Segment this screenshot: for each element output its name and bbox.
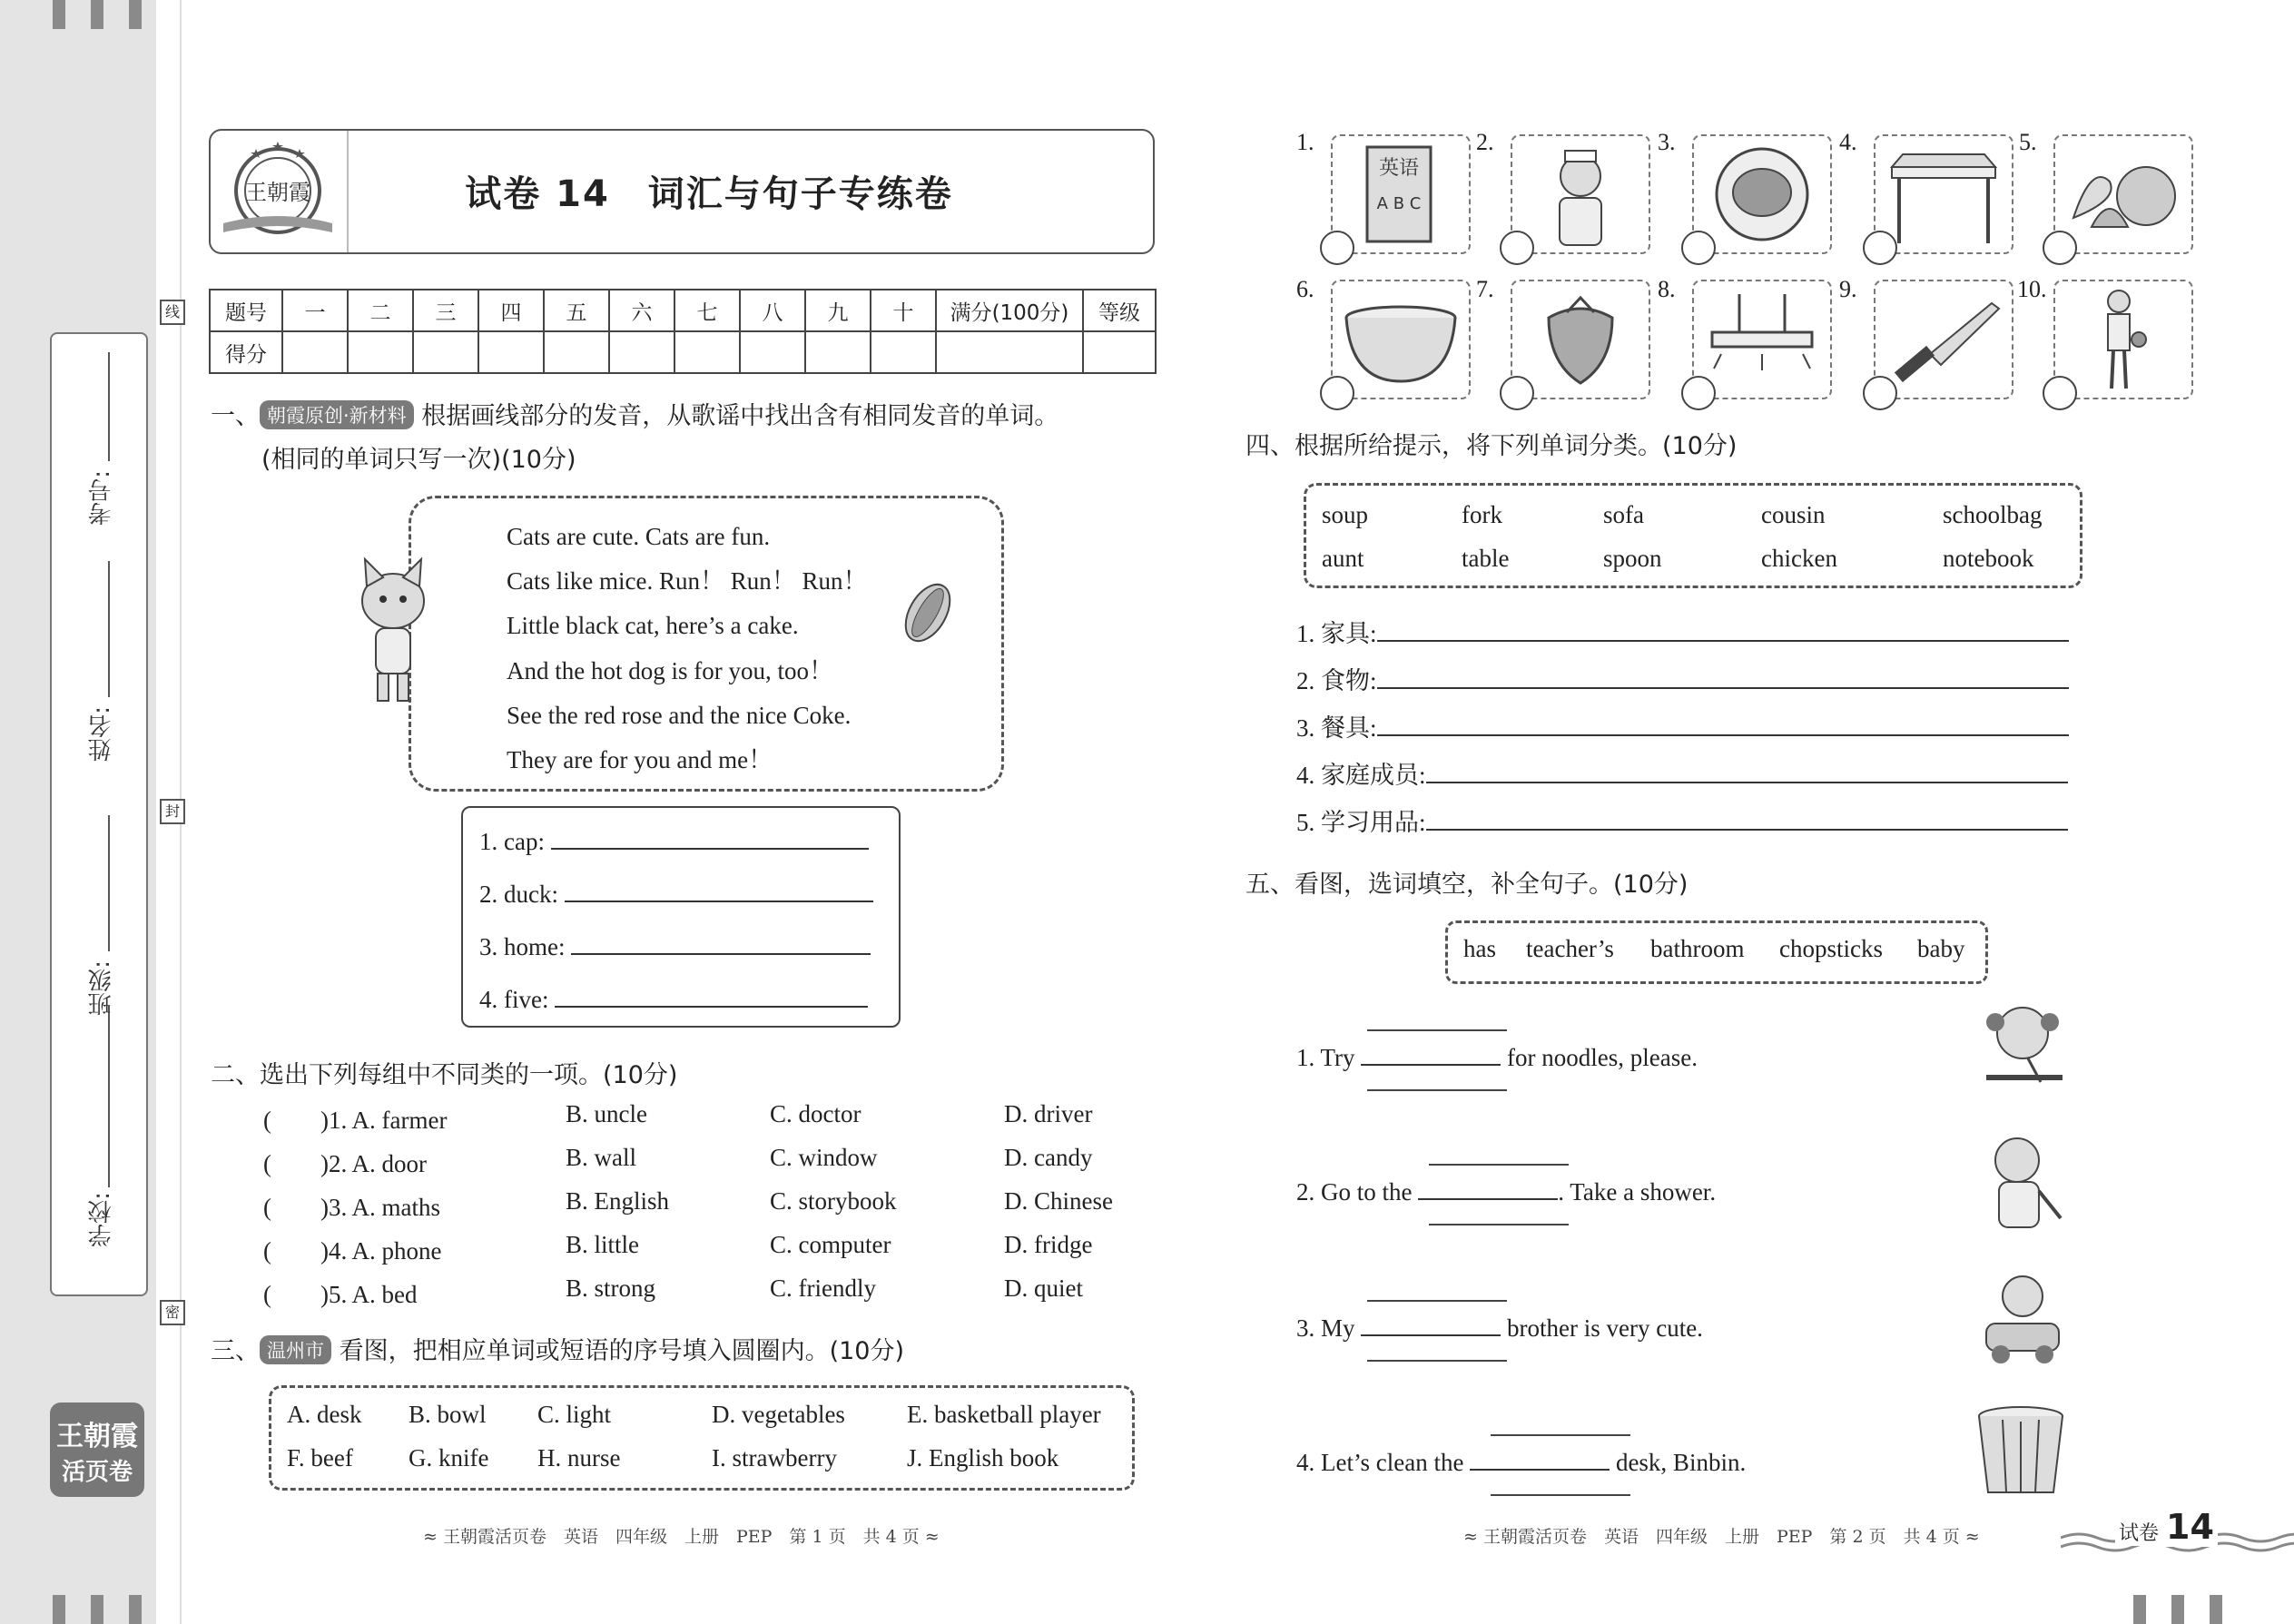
section4-item-label: 1. 家具:	[1296, 620, 1377, 647]
score-header-cell: 一	[282, 290, 348, 331]
answer-blank[interactable]	[1361, 1064, 1501, 1066]
section2-option-a: ( )3. A. maths	[263, 1194, 440, 1221]
section2-option-a: ( )2. A. door	[263, 1150, 427, 1177]
word-bank-item: B. bowl	[409, 1401, 487, 1428]
section5-item-after: brother is very cute.	[1507, 1314, 1703, 1342]
word-bank-item: F. beef	[287, 1444, 353, 1471]
answer-blank[interactable]	[1426, 782, 2068, 783]
word-bank-item: cousin	[1761, 501, 1826, 528]
section1-item	[479, 881, 873, 909]
section2-option-d: D. quiet	[1004, 1275, 1083, 1302]
section2-option-c: C. window	[770, 1144, 878, 1171]
answer-blank[interactable]	[1470, 1469, 1610, 1471]
score-cell[interactable]	[674, 331, 740, 373]
bowl-icon	[1333, 281, 1469, 398]
section4-item	[1296, 802, 2068, 838]
answer-blank[interactable]	[1418, 1198, 1558, 1200]
score-header-cell: 满分(100分)	[936, 290, 1083, 331]
exam-number-label: 考号:	[88, 470, 115, 526]
section3-text: 看图，把相应单词或短语的序号填入圆圈内。(10分)	[339, 1337, 905, 1365]
writing-guide-line	[1429, 1224, 1569, 1225]
section2-option-d: D. Chinese	[1004, 1187, 1113, 1215]
writing-guide-line	[1367, 1300, 1507, 1302]
book-cover-title: 英语	[1378, 157, 1420, 180]
waste-basket-icon	[1966, 1398, 2075, 1500]
section5-heading: 五、看图，选词填空，补全句子。(10分)	[1245, 871, 1689, 899]
score-header-cell: 二	[348, 290, 413, 331]
section4-item	[1296, 661, 2069, 696]
english-book-icon	[1333, 136, 1469, 252]
footer-right: ≈ 王朝霞活页卷 英语 四年级 上册 PEP 第 2 页 共 4 页 ≈	[1463, 1527, 1980, 1547]
name-label: 姓名:	[88, 706, 115, 762]
section5-item-before: 2. Go to the	[1296, 1178, 1413, 1206]
section2-option-c: C. storybook	[770, 1187, 897, 1215]
section2-option-b: B. uncle	[566, 1100, 647, 1127]
binding-tick	[53, 1595, 65, 1624]
binding-tick	[2210, 1595, 2222, 1624]
writing-guide-line	[1491, 1434, 1630, 1436]
word-bank-item: I. strawberry	[712, 1444, 837, 1471]
score-cell[interactable]	[544, 331, 609, 373]
section1-subheading: (相同的单词只写一次)(10分)	[261, 446, 576, 474]
section3-tag: 温州市	[260, 1335, 331, 1364]
score-header-cell: 七	[674, 290, 740, 331]
score-table-score-row	[210, 331, 1156, 373]
score-header-cell: 五	[544, 290, 609, 331]
poem-line: See the red rose and the nice Coke.	[507, 701, 852, 729]
word-bank-item: G. knife	[409, 1444, 489, 1471]
word-bank-item: fork	[1462, 501, 1502, 528]
school-label: 学校:	[88, 1192, 115, 1247]
poem-line: Little black cat, here’s a cake.	[507, 612, 799, 640]
score-header-cell: 三	[413, 290, 478, 331]
score-row-label: 得分	[210, 331, 282, 373]
section1-item-label: 1. cap:	[479, 828, 545, 855]
section2-option-b: B. wall	[566, 1144, 636, 1171]
poem-line: They are for you and me！	[507, 746, 773, 774]
answer-circle[interactable]	[1681, 231, 1716, 265]
score-header-cell: 等级	[1083, 290, 1156, 331]
section2-option-c: C. friendly	[770, 1275, 876, 1302]
score-cell[interactable]	[871, 331, 936, 373]
score-cell[interactable]	[413, 331, 478, 373]
poem	[507, 515, 868, 782]
word-bank-item: schoolbag	[1943, 501, 2043, 528]
answer-circle[interactable]	[1681, 376, 1716, 410]
section2-option-a: ( )1. A. farmer	[263, 1107, 448, 1134]
picture-box-knife	[1874, 280, 2013, 399]
section2-option-b: B. strong	[566, 1275, 656, 1302]
picture-box-desk	[1874, 134, 2013, 254]
word-bank-item: has	[1463, 935, 1496, 962]
title-box	[209, 129, 1155, 254]
section5-item-after: . Take a shower.	[1558, 1178, 1717, 1206]
picture-number: 3.	[1658, 129, 1676, 155]
word-bank-item: aunt	[1322, 545, 1364, 572]
word-bank-item: chicken	[1761, 545, 1837, 572]
answer-circle[interactable]	[1320, 376, 1354, 410]
answer-blank[interactable]	[1361, 1334, 1501, 1336]
score-cell[interactable]	[348, 331, 413, 373]
picture-number: 5.	[2019, 129, 2037, 155]
score-header-cell: 四	[478, 290, 544, 331]
name-field[interactable]	[108, 561, 110, 697]
section1-item-label: 4. five:	[479, 986, 549, 1013]
brand-logo-sub: 活页卷	[61, 1459, 133, 1486]
class-label: 班级:	[88, 960, 115, 1016]
ceiling-light-icon	[1694, 281, 1830, 398]
knife-icon	[1876, 281, 2012, 398]
word-bank-item: soup	[1322, 501, 1369, 528]
score-cell[interactable]	[740, 331, 805, 373]
book-cover-letters: A B C	[1376, 194, 1422, 213]
word-bank-item: D. vegetables	[712, 1401, 845, 1428]
section5-item-before: 3. My	[1296, 1314, 1355, 1342]
picture-box-basketball-player	[2053, 280, 2193, 399]
score-cell[interactable]	[609, 331, 674, 373]
answer-blank[interactable]	[571, 953, 871, 955]
brand-logo-name: 王朝霞	[56, 1421, 138, 1452]
binding-tick	[129, 1595, 142, 1624]
section4-item	[1296, 708, 2069, 743]
answer-circle[interactable]	[1863, 376, 1897, 410]
binding-tick	[53, 0, 65, 29]
section5-item	[1296, 1314, 1703, 1343]
seal-char-seal: 封	[160, 799, 185, 824]
score-cell[interactable]	[478, 331, 544, 373]
poem-line: Cats like mice. Run！ Run！ Run！	[507, 567, 868, 595]
section2-option-c: C. computer	[770, 1231, 891, 1258]
section2-option-d: D. driver	[1004, 1100, 1093, 1127]
answer-blank[interactable]	[555, 1006, 868, 1008]
score-header-cell: 题号	[210, 290, 282, 331]
nurse-icon	[1512, 136, 1649, 252]
picture-number: 8.	[1658, 276, 1676, 302]
strawberry-icon	[1512, 281, 1649, 398]
answer-circle[interactable]	[1500, 376, 1534, 410]
section4-item	[1296, 755, 2068, 791]
picture-box-vegetables	[2053, 134, 2193, 254]
vegetables-icon	[2055, 136, 2191, 252]
word-bank-item: chopsticks	[1779, 935, 1883, 962]
score-table-header-row	[210, 290, 1156, 331]
picture-number: 10.	[2017, 276, 2047, 302]
picture-box-beef	[1692, 134, 1832, 254]
word-bank-item: E. basketball player	[907, 1401, 1101, 1428]
binding-tick	[129, 0, 142, 29]
section2-option-a: ( )4. A. phone	[263, 1237, 442, 1265]
section4-item-label: 2. 食物:	[1296, 667, 1377, 694]
section1-item-label: 2. duck:	[479, 881, 558, 908]
binding-tick	[2171, 1595, 2184, 1624]
picture-box-nurse	[1511, 134, 1650, 254]
section5-item	[1296, 1044, 1698, 1072]
score-cell[interactable]	[936, 331, 1083, 373]
poem-line: Cats are cute. Cats are fun.	[507, 523, 771, 550]
word-bank-item: spoon	[1603, 545, 1662, 572]
exam-number-field[interactable]	[108, 352, 110, 461]
section2-option-b: B. English	[566, 1187, 670, 1215]
answer-blank[interactable]	[1377, 687, 2069, 689]
picture-number: 9.	[1839, 276, 1857, 302]
answer-blank[interactable]	[1426, 829, 2068, 831]
section1-item-label: 3. home:	[479, 933, 566, 960]
section2-option-c: C. doctor	[770, 1100, 861, 1127]
writing-guide-line	[1491, 1494, 1630, 1496]
word-bank-item: C. light	[537, 1401, 612, 1428]
score-table	[209, 289, 1157, 374]
badge-number: 14	[2162, 1507, 2218, 1547]
baby-in-toy-car-icon	[1968, 1269, 2077, 1369]
section5-item	[1296, 1449, 1746, 1477]
word-bank-item: J. English book	[907, 1444, 1059, 1471]
word-bank-item: table	[1462, 545, 1510, 572]
footer-left: ≈ 王朝霞活页卷 英语 四年级 上册 PEP 第 1 页 共 4 页 ≈	[423, 1527, 940, 1547]
writing-guide-line	[1367, 1089, 1507, 1091]
answer-circle[interactable]	[1863, 231, 1897, 265]
picture-box-light	[1692, 280, 1832, 399]
writing-guide-line	[1429, 1164, 1569, 1166]
score-header-cell: 八	[740, 290, 805, 331]
page-title: 试卷 14 词汇与句子专练卷	[465, 173, 953, 215]
section5-item-before: 1. Try	[1296, 1044, 1355, 1071]
picture-number: 4.	[1839, 129, 1857, 155]
word-bank-item: sofa	[1603, 501, 1644, 528]
answer-blank[interactable]	[1377, 640, 2069, 642]
section3-heading	[211, 1331, 904, 1366]
section1-prefix: 一、	[211, 402, 260, 430]
word-bank-item: A. desk	[287, 1401, 362, 1428]
binding-tick	[2133, 1595, 2146, 1624]
answer-blank[interactable]	[565, 901, 873, 902]
section2-option-d: D. candy	[1004, 1144, 1093, 1171]
school-field[interactable]	[108, 1006, 110, 1187]
class-field[interactable]	[108, 815, 110, 951]
poem-line: And the hot dog is for you, too！	[507, 656, 833, 684]
section4-item-label: 4. 家庭成员:	[1296, 762, 1426, 789]
score-cell[interactable]	[282, 331, 348, 373]
binding-tick	[91, 0, 103, 29]
section5-item-after: desk, Binbin.	[1615, 1449, 1747, 1476]
cat-character-icon	[352, 556, 434, 710]
picture-number: 6.	[1296, 276, 1314, 302]
score-cell[interactable]	[1083, 331, 1156, 373]
emblem-text: 王朝霞	[245, 180, 310, 205]
section1-answer-box	[461, 806, 901, 1028]
score-header-cell: 十	[871, 290, 936, 331]
answer-circle[interactable]	[1500, 231, 1534, 265]
word-bank-item: H. nurse	[537, 1444, 621, 1471]
picture-box-english-book	[1331, 134, 1471, 254]
desk-icon	[1876, 136, 2012, 252]
section4-item-label: 5. 学习用品:	[1296, 809, 1426, 836]
picture-number: 2.	[1476, 129, 1494, 155]
score-cell[interactable]	[805, 331, 871, 373]
hot-dog-icon	[894, 576, 962, 649]
score-header-cell: 六	[609, 290, 674, 331]
brand-logo	[50, 1403, 144, 1497]
section5-item	[1296, 1178, 1716, 1206]
section4-item	[1296, 614, 2069, 649]
answer-circle[interactable]	[2043, 376, 2077, 410]
section5-item-before: 4. Let’s clean the	[1296, 1449, 1464, 1476]
section2-option-a: ( )5. A. bed	[263, 1281, 418, 1308]
score-header-cell: 九	[805, 290, 871, 331]
section1-item	[479, 933, 871, 961]
picture-number: 1.	[1296, 129, 1314, 155]
writing-guide-line	[1367, 1029, 1507, 1031]
section5-item-after: for noodles, please.	[1507, 1044, 1698, 1071]
beef-plate-icon	[1694, 136, 1830, 252]
section4-heading: 四、根据所给提示，将下列单词分类。(10分)	[1245, 432, 1738, 460]
section2-heading: 二、选出下列每组中不同类的一项。(10分)	[211, 1061, 678, 1089]
picture-box-strawberry	[1511, 280, 1650, 399]
word-bank-item: notebook	[1943, 545, 2034, 572]
answer-circle[interactable]	[2043, 231, 2077, 265]
badge-label: 试卷	[2115, 1518, 2162, 1546]
section1-item	[479, 828, 869, 856]
answer-blank[interactable]	[1377, 734, 2069, 736]
section1-heading	[211, 396, 1058, 431]
section2-option-d: D. fridge	[1004, 1231, 1093, 1258]
section3-prefix: 三、	[211, 1337, 260, 1365]
answer-blank[interactable]	[551, 848, 869, 850]
girl-eating-icon	[1968, 995, 2077, 1095]
seal-char-line: 线	[160, 300, 185, 325]
section1-text: 根据画线部分的发音，从歌谣中找出含有相同发音的单词。	[421, 402, 1059, 430]
writing-guide-line	[1367, 1360, 1507, 1362]
word-bank-item: bathroom	[1650, 935, 1745, 962]
binding-tick	[91, 1595, 103, 1624]
page-badge	[2061, 1507, 2294, 1556]
basketball-player-icon	[2055, 281, 2191, 398]
section2-option-b: B. little	[566, 1231, 639, 1258]
section4-item-label: 3. 餐具:	[1296, 714, 1377, 742]
answer-circle[interactable]	[1320, 231, 1354, 265]
picture-number: 7.	[1476, 276, 1494, 302]
word-bank-item: baby	[1917, 935, 1965, 962]
section1-item	[479, 986, 868, 1014]
picture-box-bowl	[1331, 280, 1471, 399]
section1-tag: 朝霞原创·新材料	[260, 400, 414, 429]
seal-char-secret: 密	[160, 1300, 185, 1325]
student-info-box	[50, 332, 148, 1296]
boy-showering-icon	[1966, 1127, 2075, 1236]
word-bank-item: teacher’s	[1526, 935, 1614, 962]
